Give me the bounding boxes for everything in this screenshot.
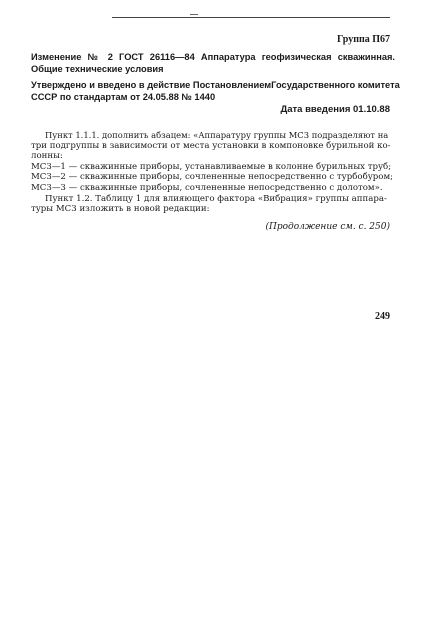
body-line: три подгруппы в зависимости от места установки в компоновке бурильной ко- — [31, 140, 391, 151]
body-line: МС3—3 — скважинные приборы, сочлененные непосредственно с долотом». — [31, 182, 383, 193]
approval-line-1-left: Утверждено и введено в действие Постановлением — [31, 80, 272, 90]
approval-line-1 — [31, 79, 400, 91]
body-line: Пункт 1.2. Таблицу 1 для влияющего фактора «Вибрация» группы аппара- — [45, 193, 387, 204]
body-line: МС3—1 — скважинные приборы, устанавливаемые в колонне бурильных труб; — [31, 161, 392, 172]
top-rule-mark — [190, 14, 198, 15]
continuation-note: (Продолжение см. с. 250) — [265, 222, 390, 232]
body-line: туры МС3 изложить в новой редакции: — [31, 204, 210, 215]
approval-line-1-right: Государственного комитета — [271, 80, 400, 90]
body-line: МС3—2 — скважинные приборы, сочлененные непосредственно с турбобуром; — [31, 172, 394, 183]
body-text — [31, 130, 395, 215]
body-line: лонны: — [31, 151, 63, 162]
change-title: Изменение № 2 ГОСТ 26116—84 Аппаратура геофизическая скважинная. Общие технические условия — [31, 52, 395, 74]
body-line: Пункт 1.1.1. дополнить абзацем: «Аппаратуру группы МС3 подразделяют на — [45, 130, 389, 140]
approval-block — [31, 79, 400, 103]
approval-line-2: СССР по стандартам от 24.05.88 № 1440 — [31, 92, 216, 102]
page-number: 249 — [375, 311, 390, 322]
introduction-date: Дата введения 01.10.88 — [280, 104, 390, 115]
top-rule — [112, 17, 390, 18]
group-label: Группа П67 — [337, 34, 390, 45]
